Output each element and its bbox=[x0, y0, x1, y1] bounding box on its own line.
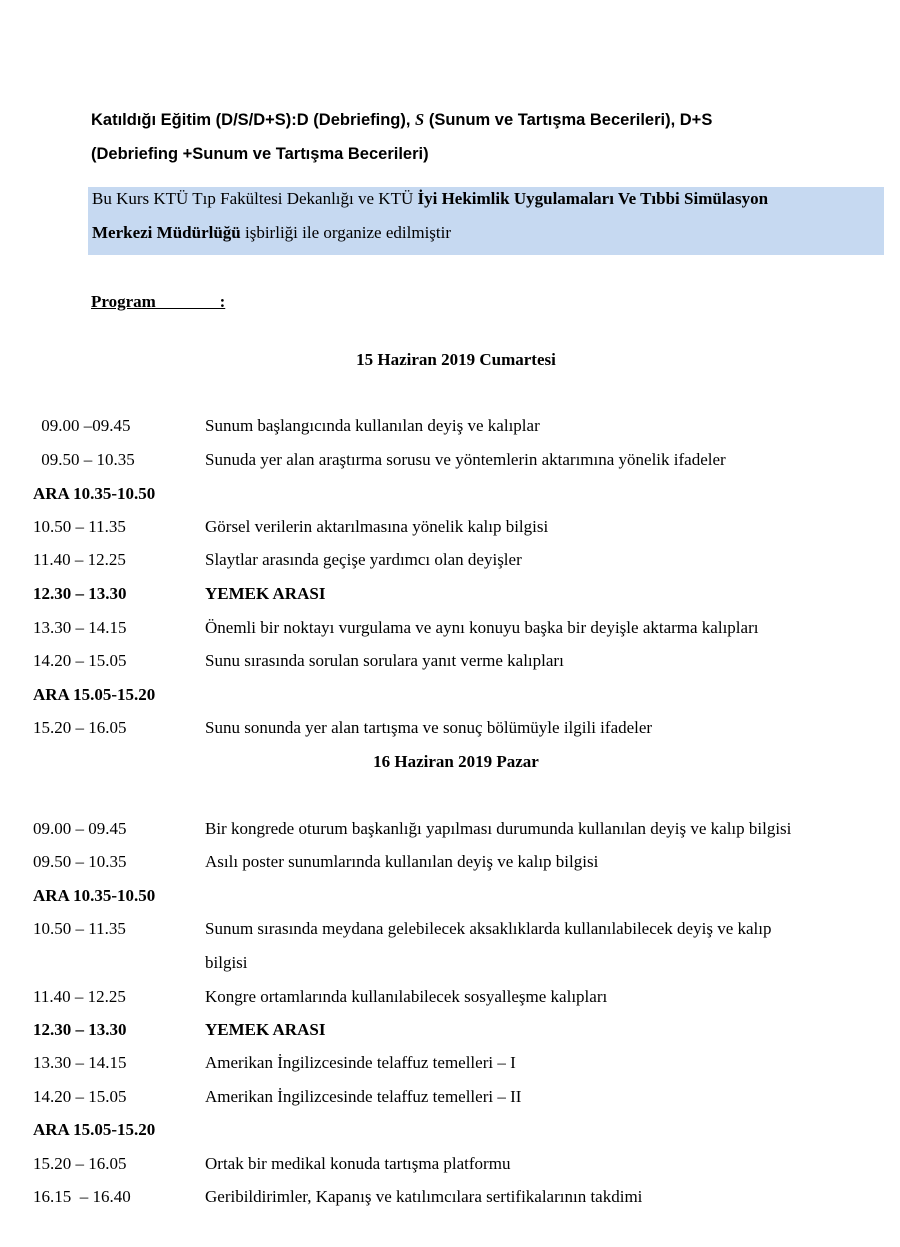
training-type-text-b: (Sunum ve Tartışma Becerileri), D+S bbox=[424, 111, 713, 129]
schedule-row bbox=[0, 550, 900, 574]
schedule-time: 12.30 – 13.30 bbox=[33, 584, 127, 603]
schedule-description: Amerikan İngilizcesinde telaffuz temelleri – II bbox=[205, 1087, 522, 1106]
schedule-description: Asılı poster sunumlarında kullanılan deyiş ve kalıp bilgisi bbox=[205, 852, 599, 871]
organizer-note bbox=[88, 187, 884, 255]
schedule-description: Amerikan İngilizcesinde telaffuz temelleri – I bbox=[205, 1053, 516, 1072]
schedule-row-continuation: bilgisi bbox=[205, 953, 248, 972]
schedule-description: Görsel verilerin aktarılmasına yönelik kalıp bilgisi bbox=[205, 517, 549, 536]
schedule-row bbox=[0, 919, 900, 943]
schedule-description: Kongre ortamlarında kullanılabilecek sosyalleşme kalıpları bbox=[205, 987, 608, 1006]
schedule-time: ARA 15.05-15.20 bbox=[33, 685, 156, 704]
organizer-note-bold-2: Merkezi Müdürlüğü bbox=[92, 223, 241, 242]
organizer-note-line-1 bbox=[92, 189, 768, 209]
training-type-s: S bbox=[415, 110, 425, 129]
schedule-time: ARA 10.35-10.50 bbox=[33, 886, 156, 905]
schedule-time: 13.30 – 14.15 bbox=[33, 1053, 127, 1072]
schedule-row bbox=[0, 886, 900, 910]
schedule-row bbox=[0, 1087, 900, 1111]
schedule-description: Ortak bir medikal konuda tartışma platformu bbox=[205, 1154, 511, 1173]
schedule-row bbox=[0, 618, 900, 642]
schedule-row bbox=[0, 1120, 900, 1144]
organizer-note-line-2 bbox=[92, 223, 451, 243]
schedule-row bbox=[0, 685, 900, 709]
schedule-time: 09.00 –09.45 bbox=[37, 416, 131, 435]
schedule-row bbox=[0, 416, 900, 440]
schedule-description: Sunuda yer alan araştırma sorusu ve yöntemlerin aktarımına yönelik ifadeler bbox=[205, 450, 726, 469]
schedule-row bbox=[0, 651, 900, 675]
schedule-row bbox=[0, 1154, 900, 1178]
schedule-row bbox=[0, 852, 900, 876]
schedule-description: Sunum sırasında meydana gelebilecek aksaklıklarda kullanılabilecek deyiş ve kalıp bbox=[205, 919, 772, 938]
schedule-time: 16.15 – 16.40 bbox=[33, 1187, 131, 1206]
schedule-description: Önemli bir noktayı vurgulama ve aynı konuyu başka bir deyişle aktarma kalıpları bbox=[205, 618, 759, 637]
schedule-row bbox=[0, 718, 900, 742]
schedule-row bbox=[0, 517, 900, 541]
schedule-description: Sunu sırasında sorulan sorulara yanıt verme kalıpları bbox=[205, 651, 564, 670]
schedule-row bbox=[0, 584, 900, 608]
schedule-time: 10.50 – 11.35 bbox=[33, 919, 126, 938]
schedule-description: YEMEK ARASI bbox=[205, 1020, 326, 1039]
schedule-time: 09.50 – 10.35 bbox=[37, 450, 135, 469]
program-label: Program : bbox=[91, 292, 226, 311]
day-1-title: 15 Haziran 2019 Cumartesi bbox=[356, 350, 556, 369]
organizer-note-text-1: Bu Kurs KTÜ Tıp Fakültesi Dekanlığı ve KTÜ bbox=[92, 189, 418, 208]
schedule-row bbox=[0, 1053, 900, 1077]
schedule-time: 14.20 – 15.05 bbox=[33, 1087, 127, 1106]
schedule-time: 15.20 – 16.05 bbox=[33, 718, 127, 737]
schedule-time: 11.40 – 12.25 bbox=[33, 550, 126, 569]
schedule-row bbox=[0, 1187, 900, 1211]
schedule-description: Slaytlar arasında geçişe yardımcı olan deyişler bbox=[205, 550, 522, 569]
schedule-description: Geribildirimler, Kapanış ve katılımcılara sertifikalarının takdimi bbox=[205, 1187, 643, 1206]
schedule-time: ARA 15.05-15.20 bbox=[33, 1120, 156, 1139]
schedule-time: 13.30 – 14.15 bbox=[33, 618, 127, 637]
training-type-line bbox=[91, 110, 712, 130]
schedule-time: 10.50 – 11.35 bbox=[33, 517, 126, 536]
schedule-row bbox=[0, 987, 900, 1011]
schedule-time: 12.30 – 13.30 bbox=[33, 1020, 127, 1039]
schedule-row bbox=[0, 819, 900, 843]
organizer-note-bold-1: İyi Hekimlik Uygulamaları Ve Tıbbi Simülasyon bbox=[417, 189, 769, 208]
schedule-description: Sunu sonunda yer alan tartışma ve sonuç bölümüyle ilgili ifadeler bbox=[205, 718, 653, 737]
schedule-time: 09.00 – 09.45 bbox=[33, 819, 127, 838]
schedule-time: 15.20 – 16.05 bbox=[33, 1154, 127, 1173]
schedule-row bbox=[0, 450, 900, 474]
day-2-title: 16 Haziran 2019 Pazar bbox=[373, 752, 539, 771]
schedule-time: 11.40 – 12.25 bbox=[33, 987, 126, 1006]
schedule-time: ARA 10.35-10.50 bbox=[33, 484, 156, 503]
schedule-time: 14.20 – 15.05 bbox=[33, 651, 127, 670]
schedule-description: Sunum başlangıcında kullanılan deyiş ve kalıplar bbox=[205, 416, 540, 435]
schedule-description: Bir kongrede oturum başkanlığı yapılması durumunda kullanılan deyiş ve kalıp bilgisi bbox=[205, 819, 792, 838]
training-type-text-a: Katıldığı Eğitim (D/S/D+S):D (Debriefing), bbox=[91, 111, 416, 129]
schedule-row bbox=[0, 1020, 900, 1044]
organizer-note-text-2: işbirliği ile organize edilmiştir bbox=[240, 223, 452, 242]
schedule-time: 09.50 – 10.35 bbox=[33, 852, 127, 871]
training-type-line-2: (Debriefing +Sunum ve Tartışma Becerileri) bbox=[91, 145, 429, 163]
schedule-row bbox=[0, 484, 900, 508]
schedule-description: YEMEK ARASI bbox=[205, 584, 326, 603]
